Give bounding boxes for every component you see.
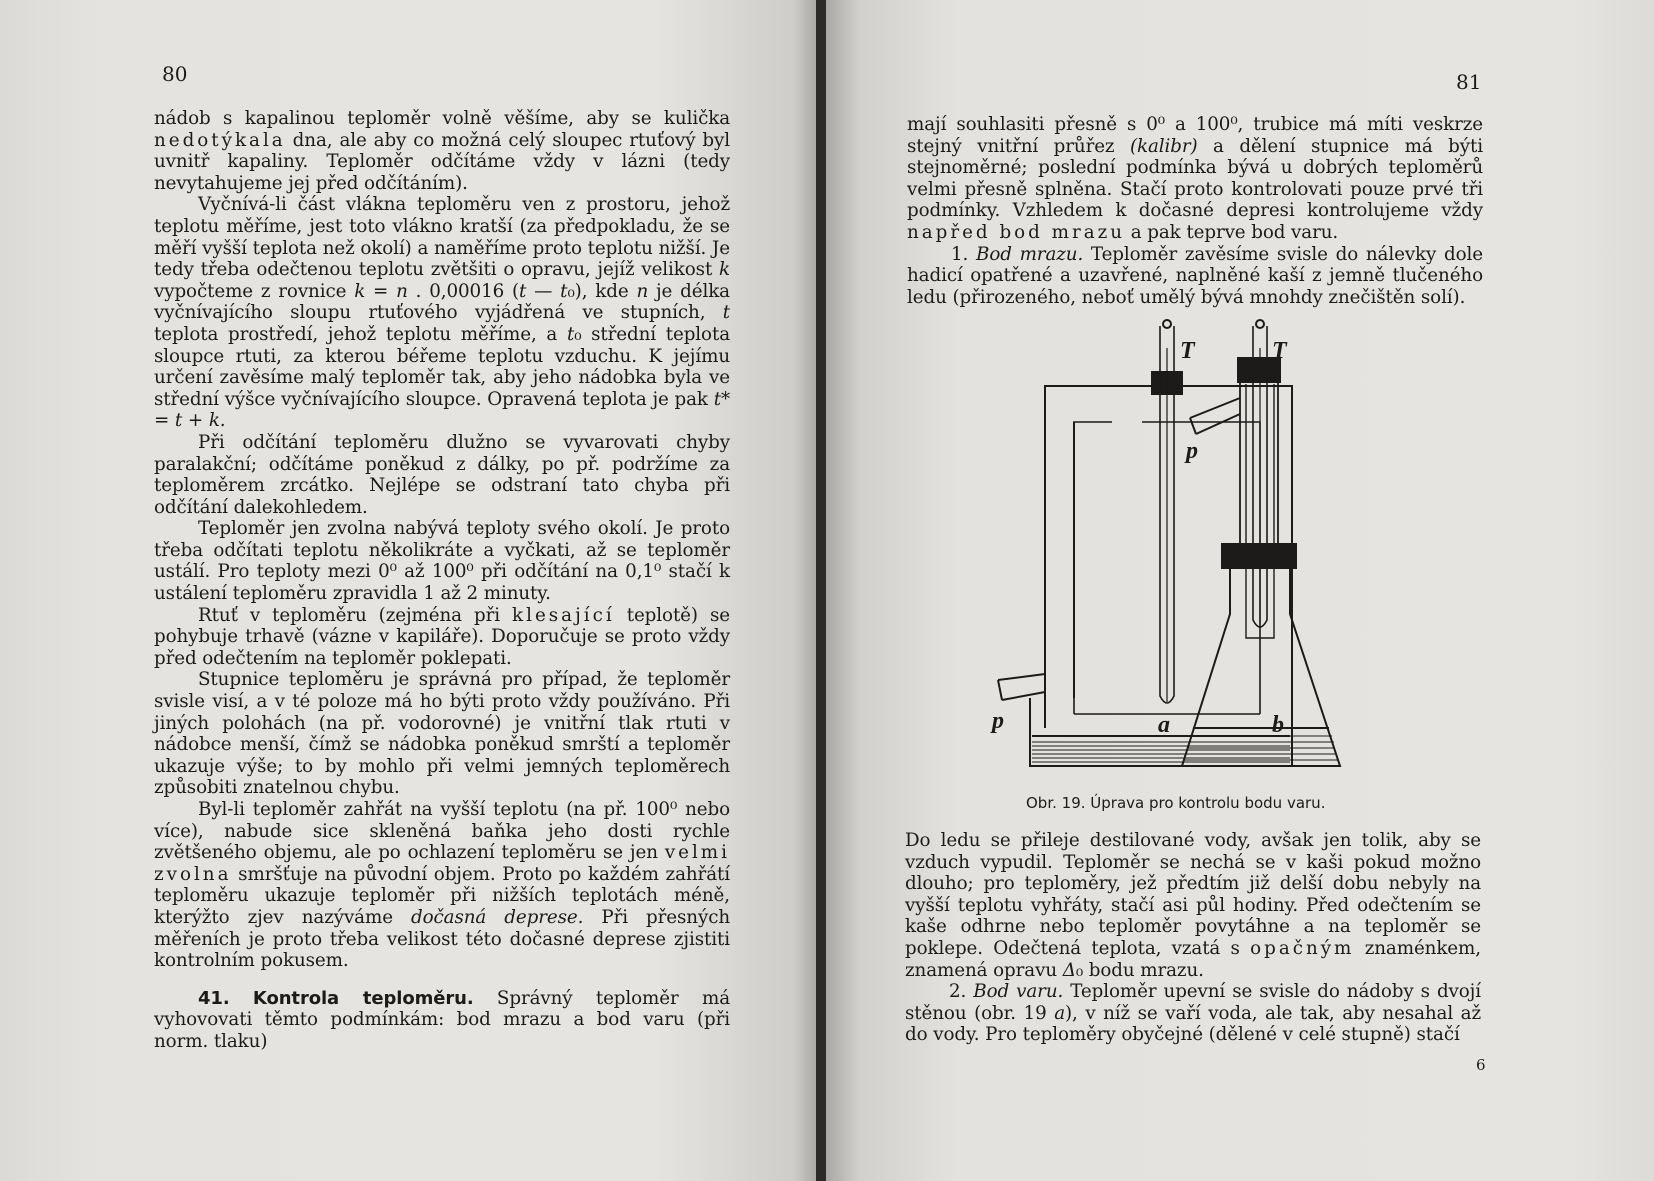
right-page-text-bottom	[905, 830, 1481, 1046]
left-page-text	[154, 108, 730, 1053]
label-T-b: T	[1272, 338, 1287, 364]
heading-text: Správný teploměr má vyhovovati těmto podmínkám: bod mrazu a bod varu (při norm. tlaku)	[154, 987, 731, 1052]
italic-emphasis: t	[566, 323, 575, 345]
label-p-a: p	[992, 708, 1004, 734]
vessel-a-outer	[1045, 386, 1158, 728]
paragraph: Stupnice teploměru je správná pro případ, že teploměr svisle visí, a v té poloze má ho býti proto vždy používáno. Při jiných polohách (na př. vodorovné) je vnitřní tlak rtuti v nádobce menší, čímž se nádobka poněkud smrští a teploměr ukazuje výše; to by mohlo při velmi jemných teploměrech způsobiti znatelnou chybu.	[154, 669, 730, 799]
paragraph: Byl-li teploměr zahřát na vyšší teplotu (na př. 100⁰ nebo více), nabude sice skleněná baňka jeho dosti rychle zvětšeného objemu, ale po ochlazení teploměru se jen velmi zvolna smršťuje na původní objem. Proto po každém zahřátí teploměru ukazuje teploměr při nižších teplotách méně, kterýžto zjev nazýváme dočasná deprese. Při přesných měřeních je proto třeba velikost této dočasné deprese zjistiti kontrolním pokusem.	[154, 799, 731, 972]
spaced-emphasis: velmi zvolna	[154, 842, 730, 885]
stopper-b-neck	[1222, 544, 1296, 568]
label-b: b	[1272, 712, 1284, 738]
italic-emphasis: Bod varu.	[973, 981, 1064, 1003]
section-heading	[154, 988, 730, 1053]
italic-emphasis: dočasná deprese.	[411, 906, 584, 928]
italic-emphasis: Δ	[1062, 959, 1076, 981]
paragraph: Rtuť v teploměru (zejména při klesající teplotě) se pohybuje trhavě (vázne v kapiláře). Doporučuje se proto vždy před odečtením na teploměr poklepati.	[154, 604, 730, 669]
italic-emphasis: a	[1054, 1002, 1065, 1024]
paragraph: Při odčítání teploměru dlužno se vyvarovati chyby paralakční; odčítáme poněkud z dálky, po př. podržíme za teploměrem zrcátko. Nejlépe se odstraní tato chyba při odčítání dalekohledem.	[154, 431, 730, 518]
water-b	[1184, 728, 1338, 760]
page-number-right: 81	[1456, 70, 1482, 94]
italic-emphasis: t — t	[519, 280, 568, 302]
paragraph: Vyčnívá-li část vlákna teploměru ven z prostoru, jehož teplotu měříme, jest toto vlákno kratší (za předpokladu, že se měří vyšší teplota než okolí) a naměříme proto teplotu nižší. Je tedy třeba odečtenou teplotu zvětšiti o opravu, jejíž velikost k vypočteme z rovnice k = n . 0,00016 (t — t₀), kde n je délka vyčnívajícího sloupu rtuťového vyjádřená ve stupních, t teplota prostředí, jehož teplotu měříme, a t₀ střední teplota sloupce rtuti, za kterou béřeme teplotu vzduchu. K jejímu určení zavěsíme malý teploměr tak, aby jeho nádobka byla ve střední výšce vyčnívajícího sloupce. Opravená teplota je pak t* = t + k.	[154, 194, 730, 432]
figure-caption: Obr. 19. Úprava pro kontrolu bodu varu.	[1026, 794, 1326, 812]
italic-emphasis: k	[719, 259, 730, 281]
spaced-emphasis: napřed bod mrazu	[907, 221, 1126, 243]
printer-signature: 6	[1476, 1056, 1486, 1074]
italic-emphasis: k = n	[354, 280, 408, 302]
spaced-emphasis: klesající	[512, 604, 615, 626]
side-tube-a	[998, 674, 1045, 700]
label-T-a: T	[1180, 338, 1195, 364]
italic-emphasis: n	[636, 280, 649, 302]
paragraph: Do ledu se přileje destilované vody, avšak jen tolik, aby se vzduch vypudil. Teploměr se nechá se v kaši pokud možno dlouho; pro teploměry, jež předtím již delší dobu nebyly na vyšší teplotu vyhřáty, stačí asi půl hodiny. Před odečtením se kaše odhrne nebo teploměr povytáhne a na teploměr se poklepe. Odečtená teplota, vzatá s opačným znaménkem, znamená opravu Δ₀ bodu mrazu.	[905, 830, 1481, 981]
heading-title: Kontrola teploměru.	[252, 987, 474, 1009]
label-p-b: p	[1186, 438, 1198, 464]
figure-19	[990, 318, 1390, 798]
italic-emphasis: t* = t + k.	[154, 388, 730, 432]
paragraph: Teploměr jen zvolna nabývá teploty svého okolí. Je proto třeba odčítati teplotu několikráte a vyčkati, až se teploměr ustálí. Pro teploty mezi 0⁰ až 100⁰ při odčítání na 0,1⁰ stačí k ustálení teploměru zpravidla 1 až 2 minuty.	[154, 518, 730, 605]
water-a	[1032, 736, 1290, 762]
apparatus-drawing	[990, 318, 1390, 798]
paragraph: 1. Bod mrazu. Teploměr zavěsíme svisle do nálevky dole hadicí opatřené a uzavřené, naplněné kaší z jemně tlučeného ledu (přirozeného, neboť umělý bývá mnohdy znečištěn solí).	[907, 243, 1483, 308]
heading-number: 41.	[198, 987, 230, 1009]
paragraph: mají souhlasiti přesně s 0⁰ a 100⁰, trubice má míti veskrze stejný vnitřní průřez (kalibr) a dělení stupnice má býti stejnoměrné; poslední podmínka bývá u dobrých teploměrů velmi přesně splněna. Stačí proto kontrolovati pouze prvé tři podmínky. Vzhledem k dočasné depresi kontrolujeme vždy napřed bod mrazu a pak teprve bod varu.	[907, 114, 1483, 243]
paragraph: nádob s kapalinou teploměr volně věšíme, aby se kulička nedotýkala dna, ale aby co možná celý sloupec rtuťový byl uvnitř kapaliny. Teploměr odčítáme vždy v lázni (tedy nevytahujeme jej před odčítáním).	[154, 108, 730, 194]
italic-emphasis: t	[722, 302, 730, 324]
page-number-left: 80	[162, 62, 188, 86]
spaced-emphasis: nedotýkala	[154, 129, 286, 151]
spaced-emphasis: opačným	[1250, 937, 1355, 959]
side-tube-b	[1190, 398, 1240, 434]
label-a: a	[1158, 712, 1170, 738]
left-page	[0, 0, 818, 1181]
italic-emphasis: Bod mrazu.	[975, 243, 1084, 265]
left-paragraphs	[154, 108, 730, 972]
italic-emphasis: (kalibr)	[1129, 135, 1198, 157]
paragraph: 2. Bod varu. Teploměr upevní se svisle do nádoby s dvojí stěnou (obr. 19 a), v níž se vaří voda, ale tak, aby nesahal až do vody. Pro teploměry obyčejné (dělené v celé stupně) stačí	[905, 981, 1482, 1046]
right-page-text-top	[907, 114, 1483, 308]
